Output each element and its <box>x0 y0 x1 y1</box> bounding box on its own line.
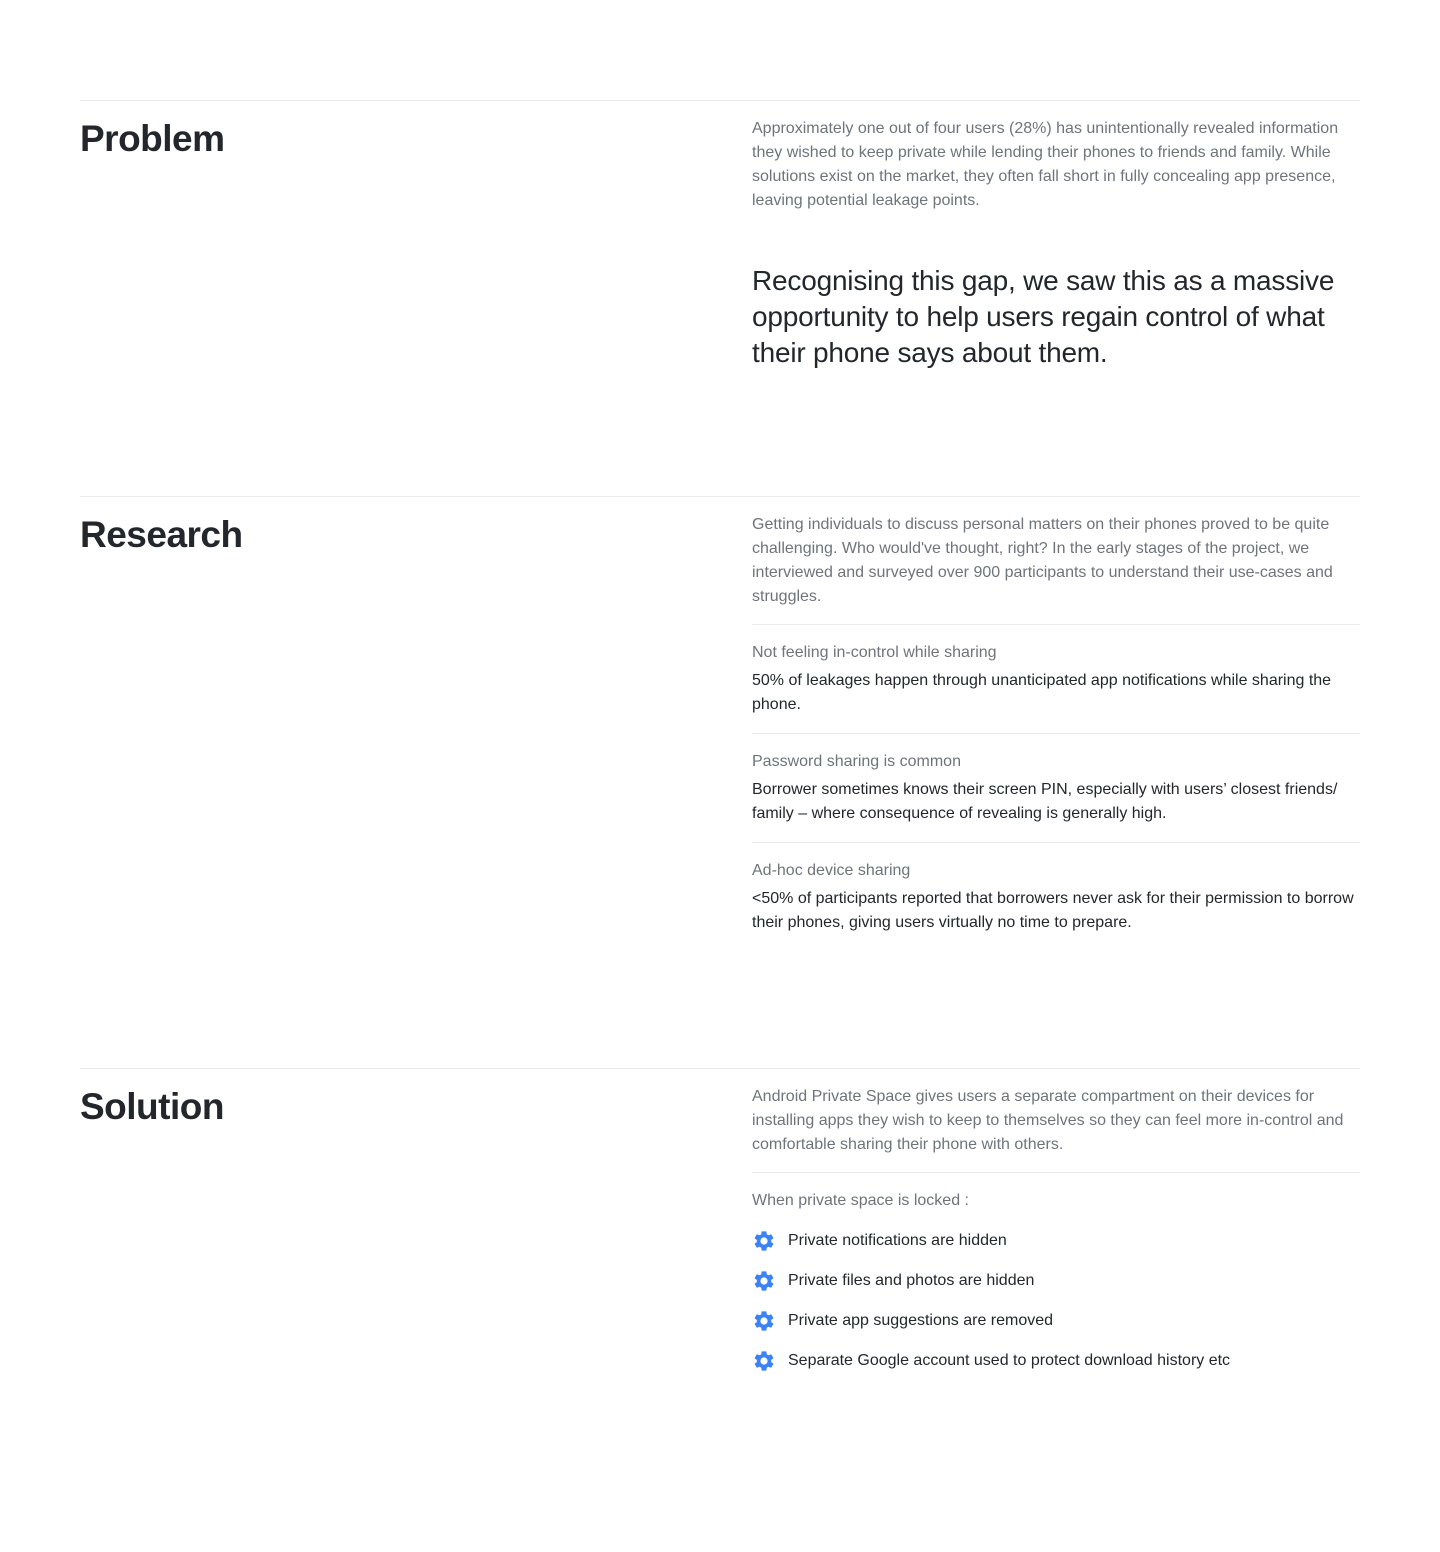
feature-text: Separate Google account used to protect download history etc <box>788 1352 1231 1369</box>
research-title: Research <box>80 514 243 555</box>
finding-text: Borrower sometimes knows their screen PIN, especially with users’ closest friends/ family – where consequence of revealing is generally high. <box>752 781 1338 822</box>
finding-label: Password sharing is common <box>752 753 961 770</box>
solution-title: Solution <box>80 1086 224 1127</box>
research-section <box>80 496 1360 1068</box>
feature-text: Private app suggestions are removed <box>788 1312 1054 1329</box>
gear-icon <box>752 1349 776 1373</box>
feature-item <box>752 1229 1360 1253</box>
finding-text: <50% of participants reported that borrowers never ask for their permission to borrow their phones, giving users virtually no time to prepare. <box>752 890 1354 931</box>
solution-section <box>80 1068 1360 1468</box>
feature-text: Private notifications are hidden <box>788 1232 1007 1249</box>
feature-item <box>752 1309 1360 1333</box>
finding-label: Ad-hoc device sharing <box>752 862 911 879</box>
finding-text: 50% of leakages happen through unanticipated app notifications while sharing the phone. <box>752 672 1332 713</box>
divider <box>752 1172 1360 1173</box>
feature-item <box>752 1349 1360 1373</box>
problem-title: Problem <box>80 118 225 159</box>
gear-icon <box>752 1269 776 1293</box>
problem-lead: Recognising this gap, we saw this as a massive opportunity to help users regain control of what their phone says about them. <box>752 265 1335 368</box>
finding-label: Not feeling in-control while sharing <box>752 644 997 661</box>
research-content <box>752 513 1360 951</box>
problem-content <box>752 117 1360 371</box>
feature-item <box>752 1269 1360 1293</box>
problem-intro: Approximately one out of four users (28%) has unintentionally revealed information they wished to keep private while lending their phones to friends and family. While solutions exist on the market, they often fall short in fully concealing app presence, leaving potential leakage points. <box>752 120 1339 209</box>
gear-icon <box>752 1309 776 1333</box>
problem-section <box>80 100 1360 496</box>
locked-label: When private space is locked : <box>752 1192 969 1209</box>
finding-item <box>752 625 1360 733</box>
research-intro: Getting individuals to discuss personal matters on their phones proved to be quite challenging. Who would've thought, right? In the early stages of the project, we interviewed and surveyed over 900 participants to understand their use-cases and struggles. <box>752 516 1333 605</box>
finding-item <box>752 843 1360 951</box>
gear-icon <box>752 1229 776 1253</box>
feature-list <box>752 1229 1360 1373</box>
solution-intro: Android Private Space gives users a separate compartment on their devices for installing apps they wish to keep to themselves so they can feel more in-control and comfortable sharing their phone with others. <box>752 1088 1344 1153</box>
feature-text: Private files and photos are hidden <box>788 1272 1035 1289</box>
finding-item <box>752 734 1360 842</box>
solution-content <box>752 1085 1360 1373</box>
